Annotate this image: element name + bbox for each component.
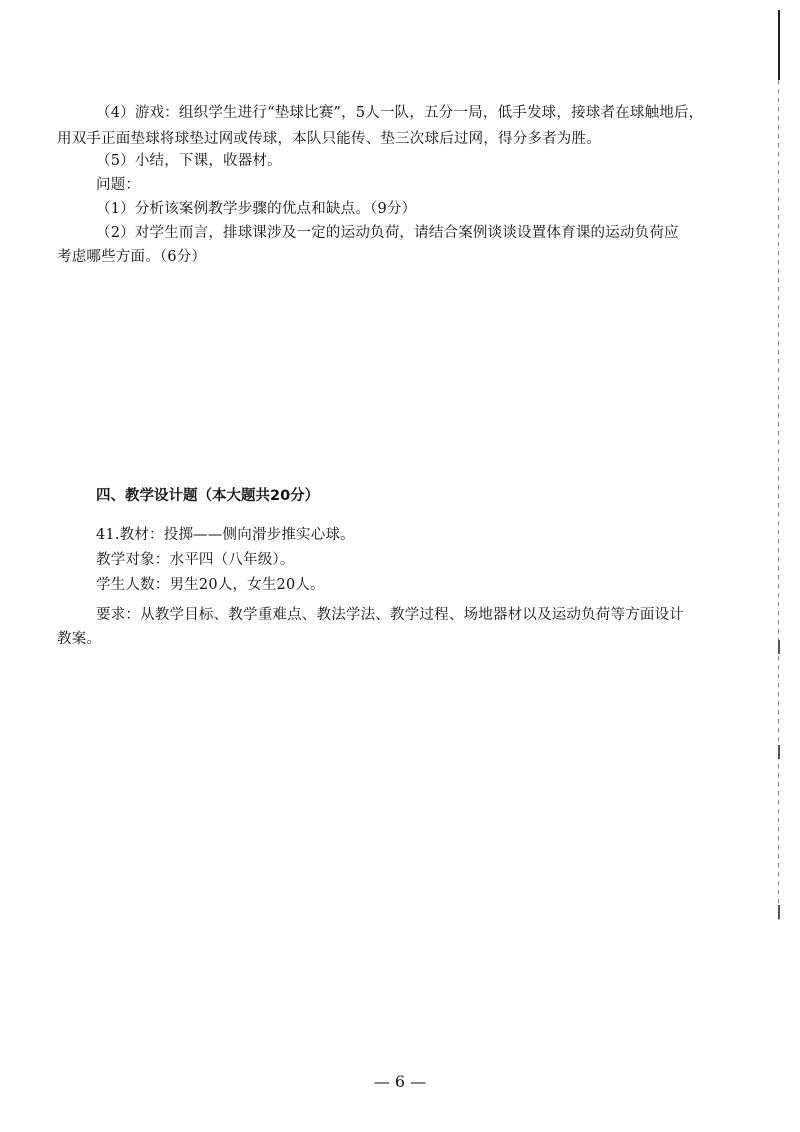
binding-edge-line (778, 10, 780, 80)
section-four-heading: 四、教学设计题（本大题共20分） (96, 488, 320, 504)
page-number: — 6 — (373, 1072, 427, 1091)
question-1: （1）分析该案例教学步骤的优点和缺点。（9分） (96, 201, 417, 217)
item4-continued-text: 用双手正面垫球将球垫过网或传球，本队只能传、垫三次球后过网，得分多者为胜。 (57, 131, 601, 147)
q41-students: 学生人数：男生20人，女生20人。 (96, 577, 325, 593)
question-2-continued: 考虑哪些方面。（6分） (57, 249, 207, 265)
binding-edge-mark (778, 745, 780, 759)
question-2: （2）对学生而言，排球课涉及一定的运动负荷，请结合案例谈谈设置体育课的运动负荷应 (96, 225, 679, 241)
q41-requirements: 要求：从教学目标、教学重难点、教法学法、教学过程、场地器材以及运动负荷等方面设计 (96, 607, 684, 623)
binding-edge-mark (778, 905, 780, 919)
binding-edge-mark (778, 640, 780, 654)
binding-edge-dotted-line (778, 80, 779, 920)
q41-material: 41.教材：投掷——侧向滑步推实心球。 (96, 527, 355, 543)
q41-target: 教学对象：水平四（八年级）。 (96, 552, 295, 568)
questions-label: 问题： (96, 177, 141, 193)
item5-text: （5）小结，下课，收器材。 (96, 153, 282, 169)
q41-requirements-continued: 教案。 (57, 631, 102, 647)
item4-text: （4）游戏：组织学生进行“垫球比赛”，5人一队，五分一局，低手发球，接球者在球触地后， (96, 105, 704, 121)
